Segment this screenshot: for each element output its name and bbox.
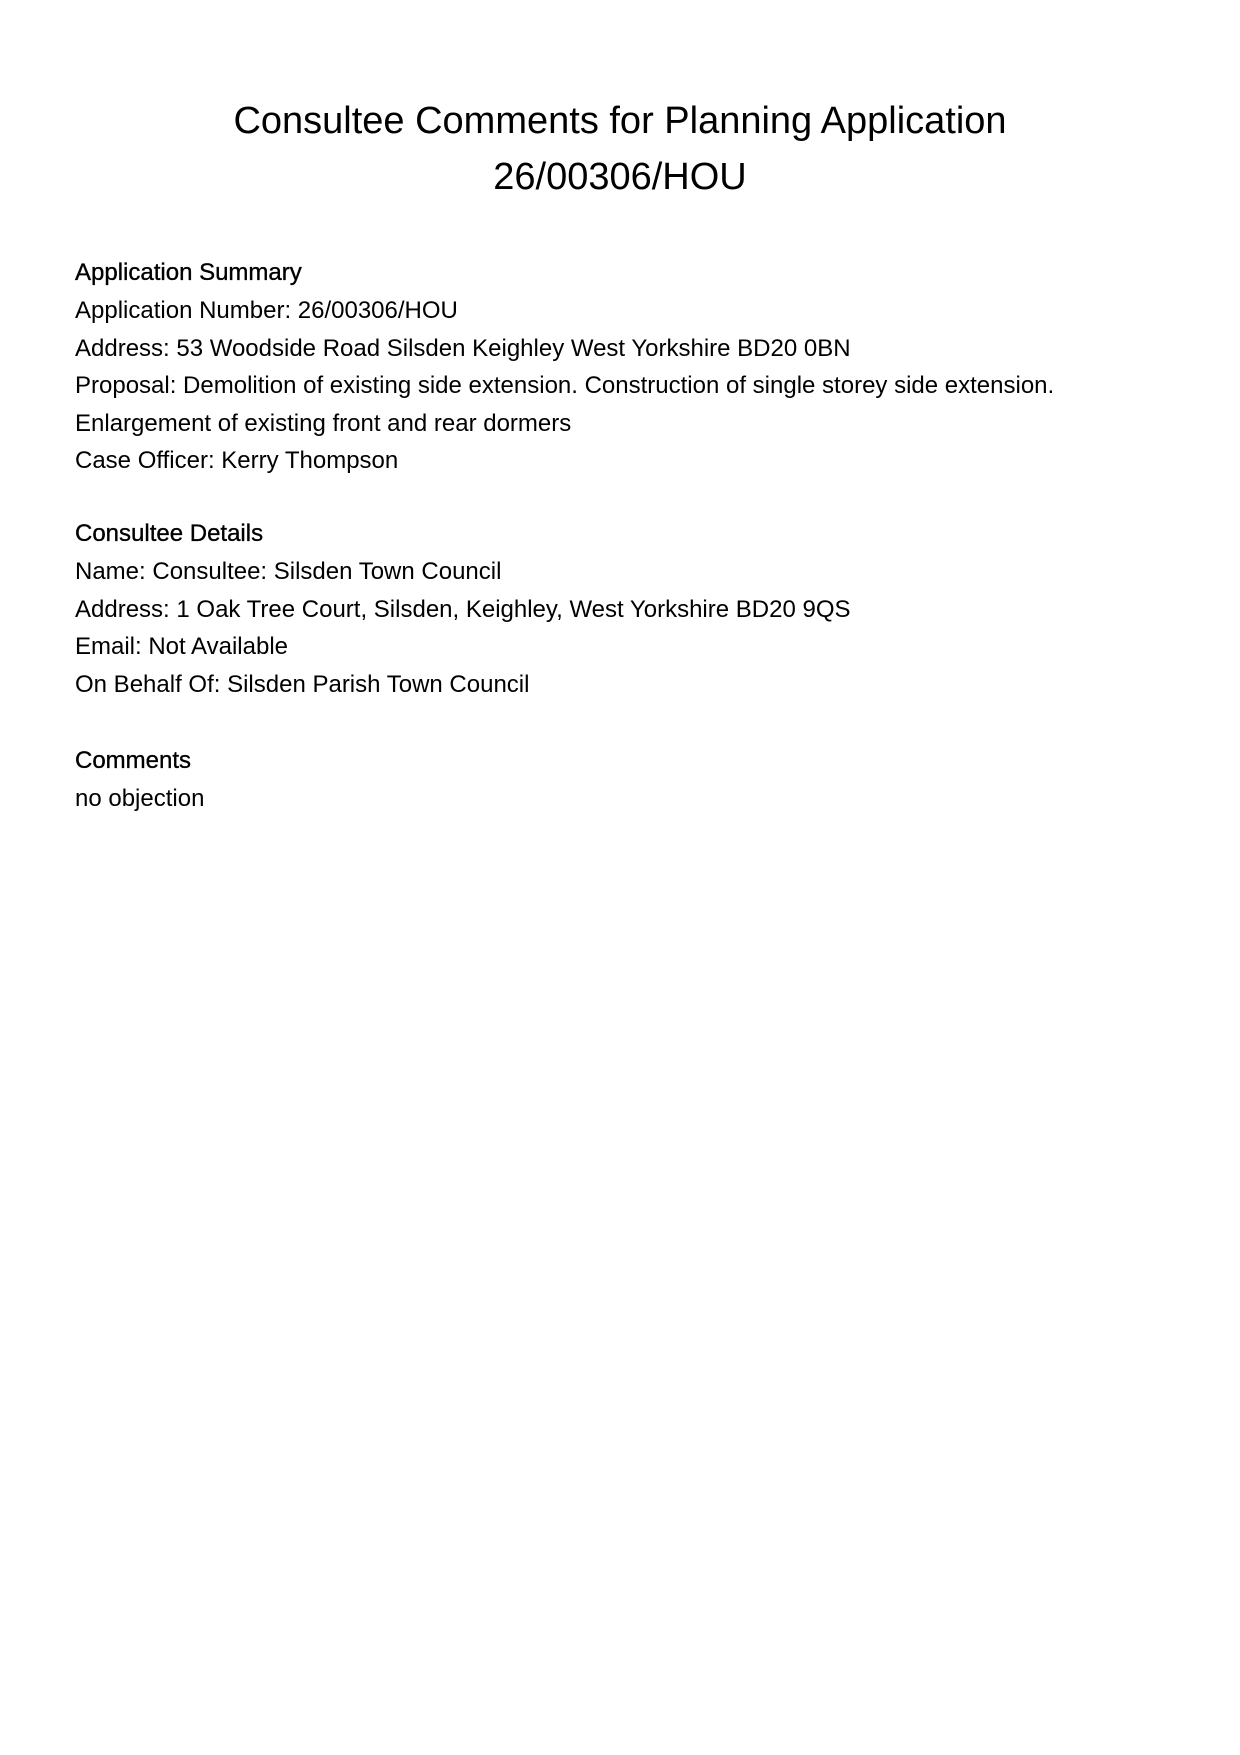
consultee-address: Address: 1 Oak Tree Court, Silsden, Keighley, West Yorkshire BD20 9QS xyxy=(75,595,851,623)
page-title-line-1: Consultee Comments for Planning Application xyxy=(233,100,1007,142)
case-officer: Case Officer: Kerry Thompson xyxy=(75,447,399,474)
comments-heading: Comments xyxy=(75,747,192,774)
comments-section xyxy=(75,742,1175,818)
page-title xyxy=(0,93,1240,205)
application-summary-section xyxy=(75,254,1175,480)
consultee-details-heading: Consultee Details xyxy=(75,520,264,547)
consultee-email: Email: Not Available xyxy=(75,633,288,660)
consultee-name: Name: Consultee: Silsden Town Council xyxy=(75,558,502,585)
application-summary-heading: Application Summary xyxy=(75,259,302,286)
comments-text: no objection xyxy=(75,785,205,812)
proposal-line-1: Proposal: Demolition of existing side extension. Construction of single storey side extension. xyxy=(75,372,1055,399)
consultee-on-behalf-of: On Behalf Of: Silsden Parish Town Council xyxy=(75,670,530,698)
application-number: Application Number: 26/00306/HOU xyxy=(75,297,458,324)
application-address: Address: 53 Woodside Road Silsden Keighley West Yorkshire BD20 0BN xyxy=(75,334,851,362)
consultee-details-section xyxy=(75,515,1175,703)
page-title-line-2: 26/00306/HOU xyxy=(493,156,747,198)
proposal-line-2: Enlargement of existing front and rear dormers xyxy=(75,409,572,437)
